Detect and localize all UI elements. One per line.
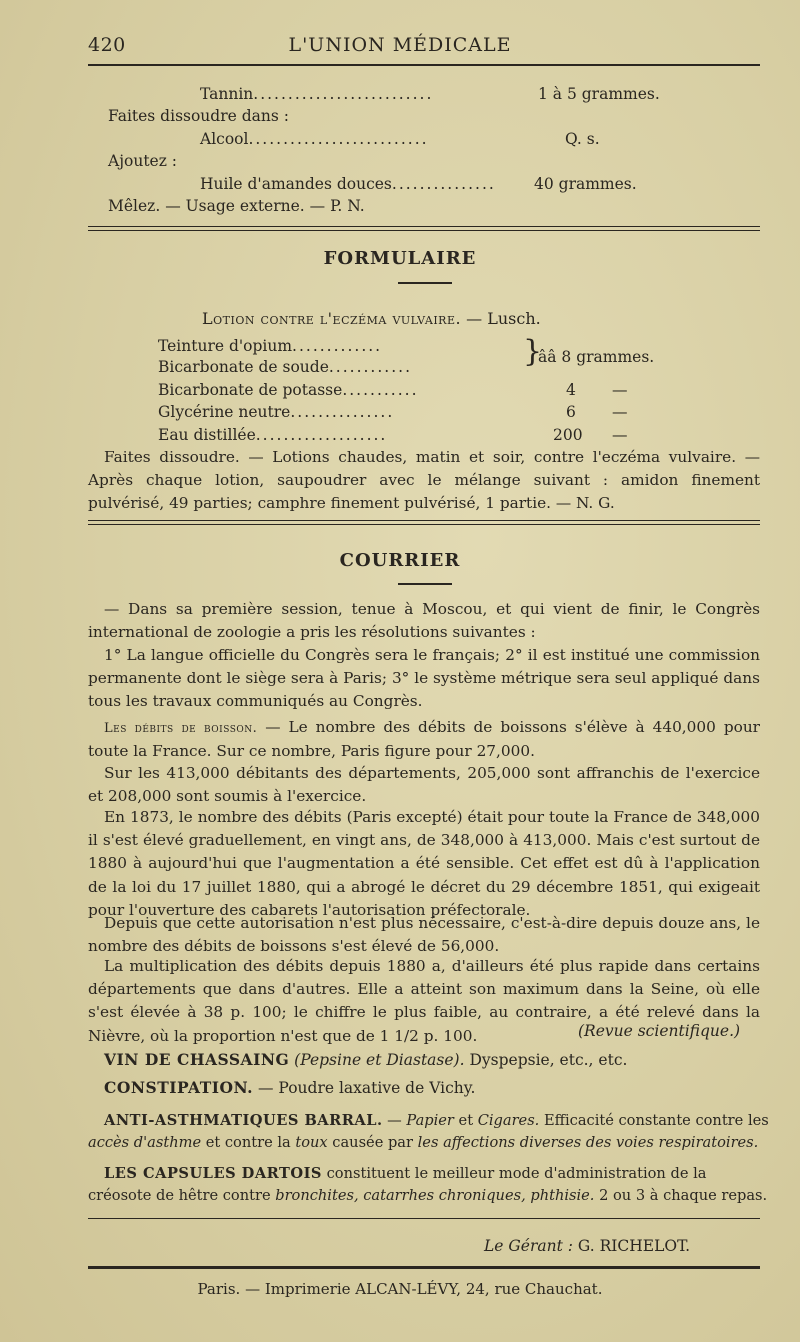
ad-barral-line1: ANTI-ASTHMATIQUES BARRAL. — Papier et Cigares. Efficacité constante contre les: [104, 1112, 769, 1129]
formula-item-1: Teinture d'opium.............: [158, 337, 383, 355]
ad-constipation: CONSTIPATION. — Poudre laxative de Vichy.: [104, 1078, 476, 1097]
section-rule-top: [88, 226, 760, 227]
section-rule-bottom: [88, 230, 760, 231]
recipe1-line4: Ajoutez :: [108, 152, 178, 170]
section-rule-bottom-2: [88, 524, 760, 525]
signature: Le Gérant : G. RICHELOT.: [484, 1237, 691, 1255]
formula-item-4-unit: —: [612, 403, 628, 421]
courrier-p6: Depuis que cette autorisation n'est plus nécessaire, c'est-à-dire depuis douze ans, le nombre des débits de boissons s'est élevé de 56,000.: [88, 914, 760, 956]
ad-barral-line2: accès d'asthme et contre la toux causée par les affections diverses des voies respiratoires.: [88, 1134, 759, 1151]
bracket: }: [523, 334, 543, 369]
formula-item-3-unit: —: [612, 381, 628, 399]
recipe1-line6: Mêlez. — Usage externe. — P. N.: [108, 197, 365, 215]
formula-item-3-qty: 4: [566, 381, 576, 399]
ad-chassaing: VIN DE CHASSAING (Pepsine et Diastase). Dyspepsie, etc., etc.: [104, 1050, 628, 1069]
courrier-p3-body: — Le nombre des débits de boissons s'élève à 440,000 pour toute la France. Sur ce nombre, Paris figure pour 27,000.: [88, 718, 760, 761]
recipe1-line5-qty: 40 grammes.: [534, 175, 637, 193]
formula-item-4: Glycérine neutre...............: [158, 403, 395, 421]
recipe1-line3-name: Alcool..........................: [200, 130, 429, 148]
recipe1-line1-qty: 1 à 5 grammes.: [538, 85, 660, 103]
courrier-p4: Sur les 413,000 débitants des départements, 205,000 sont affranchis de l'exercice et 208,000 sont soumis à l'exercice.: [88, 764, 760, 806]
running-head: [0, 34, 800, 58]
courrier-heading: COURRIER: [339, 550, 461, 571]
courrier-p2: 1° La langue officielle du Congrès sera le français; 2° il est institué une commission permanente dont le siège sera à Paris; 3° le système métrique sera seul appliqué dans tous les travaux communiqués au Congrès.: [88, 646, 760, 711]
header-rule: [88, 64, 760, 66]
recipe1-line1-name: Tannin..........................: [200, 85, 434, 103]
recipe1-line2: Faites dissoudre dans :: [108, 107, 289, 125]
formula-item-5-qty: 200: [553, 426, 583, 444]
courrier-p3-lead: Les débits de boisson.: [104, 721, 258, 736]
formula-title: Lotion contre l'eczéma vulvaire. — Lusch.: [202, 309, 541, 328]
ad-dartois-line2: créosote de hêtre contre bronchites, catarrhes chroniques, phthisie. 2 ou 3 à chaque repas.: [88, 1187, 768, 1204]
courrier-p3: [88, 716, 760, 763]
journal-title: L'UNION MÉDICALE: [288, 34, 512, 56]
page-number: 420: [88, 34, 126, 56]
formula-note: Faites dissoudre. — Lotions chaudes, matin et soir, contre l'eczéma vulvaire. — Après chaque lotion, saupoudrer avec le mélange suivant : amidon finement pulvérisé, 49 parties; camphre finement pulvérisé, 1 partie. — N. G.: [88, 448, 760, 513]
ad-dartois-line1: LES CAPSULES DARTOIS constituent le meilleur mode d'administration de la: [104, 1165, 707, 1182]
courrier-p1: — Dans sa première session, tenue à Moscou, et qui vient de finir, le Congrès international de zoologie a pris les résolutions suivantes :: [88, 600, 760, 642]
imprint: Paris. — Imprimerie ALCAN-LÉVY, 24, rue Chauchat.: [197, 1280, 603, 1298]
section-rule-top-2: [88, 520, 760, 521]
footer-rule-bottom: [88, 1266, 760, 1269]
courrier-p7-body: La multiplication des débits depuis 1880 a, d'ailleurs été plus rapide dans certains départements que dans d'autres. Elle a atteint son maximum dans la Seine, où elle s'est élevée à 38 p. 100; le chiffre le plus faible, au contraire, a été relevé dans la Nièvre, où la proportion n'est que de 1 1/2 p. 100.: [88, 957, 760, 1045]
formula-item-5: Eau distillée...................: [158, 426, 388, 444]
formula-item-3: Bicarbonate de potasse...........: [158, 381, 419, 399]
formula-item-5-unit: —: [612, 426, 628, 444]
courrier-p5: En 1873, le nombre des débits (Paris excepté) était pour toute la France de 348,000 il s'est élevé graduellement, en vingt ans, de 348,000 à 413,000. Mais c'est surtout de 1880 à aujourd'hui que l'augmentation a été sensible. Cet effet est dû à l'application de la loi du 17 juillet 1880, qui a abrogé le décret du 29 décembre 1851, qui exigeait pour l'ouverture des cabarets l'autorisation préfectorale.: [88, 808, 760, 919]
recipe1-line3-qty: Q. s.: [565, 130, 600, 148]
footer-rule-top: [88, 1218, 760, 1219]
formula-item-2: Bicarbonate de soude............: [158, 358, 412, 376]
courrier-p7-source: (Revue scientifique.): [578, 1022, 741, 1040]
courrier-underline: [398, 583, 452, 585]
formulaire-heading: FORMULAIRE: [323, 248, 477, 269]
recipe1-line5-name: Huile d'amandes douces...............: [200, 175, 496, 193]
bracket-qty: ââ 8 grammes.: [538, 348, 655, 366]
formula-item-4-qty: 6: [566, 403, 576, 421]
heading-underline: [398, 282, 452, 284]
